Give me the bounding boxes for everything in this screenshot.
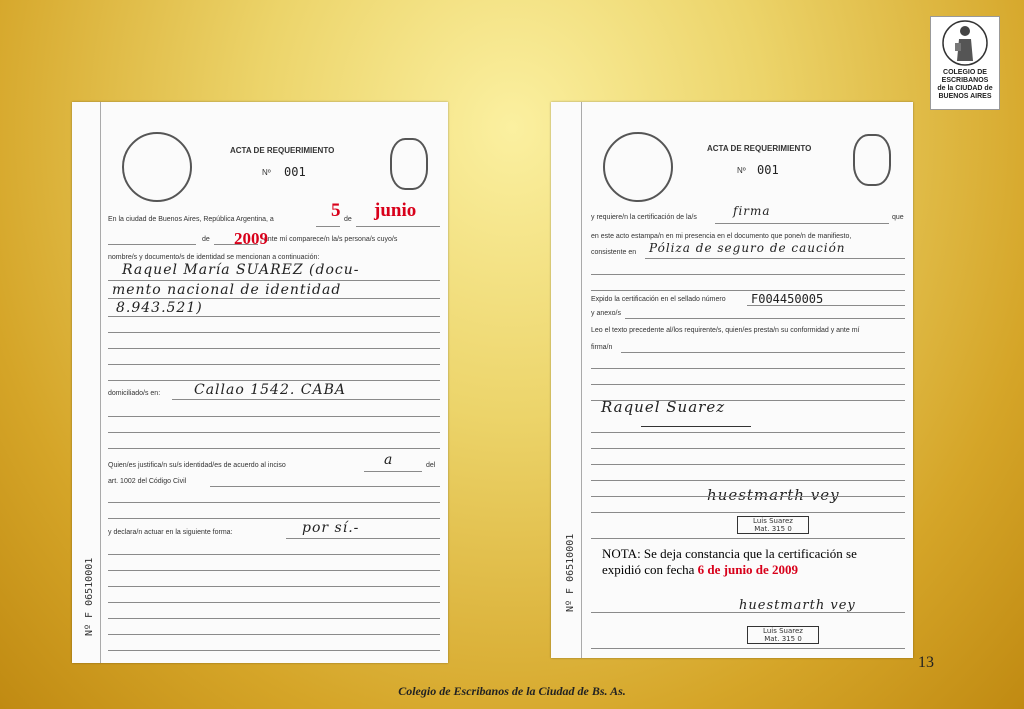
overlay-year: 2009 (234, 229, 268, 248)
sellado-text: Expido la certificación en el sellado número (591, 296, 726, 303)
nota-text: NOTA: Se deja constancia que la certificación se expidió con fecha (602, 546, 857, 577)
line2-text: en este acto estampa/n en mi presencia en el documento que pone/n de manifiesto, (591, 233, 852, 240)
stamp-line-1: Luis Suarez (753, 517, 793, 525)
form-serial: Nº F 06510001 (565, 533, 576, 612)
req-value: firma (733, 204, 771, 218)
form-number-label: Nº (262, 168, 271, 177)
justifica-value: a (384, 452, 394, 468)
declara-value: por sí.- (302, 520, 360, 536)
domicilio-label: domiciliado/s en: (108, 390, 161, 397)
page-number: 13 (918, 654, 934, 671)
declara-text: y declara/n actuar en la siguiente forma: (108, 529, 233, 536)
form-number: 001 (757, 163, 779, 177)
handwriting-line-1: Raquel María SUAREZ (docu- (122, 262, 360, 278)
handwriting-line-2: mento nacional de identidad (112, 282, 342, 298)
overlay-month: junio (374, 200, 417, 221)
margin-line (581, 102, 582, 658)
logo-line-3: de la CIUDAD de (937, 85, 993, 92)
logo-line-4: BUENOS AIRES (938, 93, 992, 100)
city-line-text: En la ciudad de Buenos Aires, República Argentina, a (108, 216, 274, 223)
margin-line (100, 102, 101, 663)
requirente-signature: Raquel Suarez (601, 398, 726, 416)
req-que: que (892, 214, 904, 221)
logo-line-2: ESCRIBANOS (941, 77, 989, 84)
colegio-seal-icon (603, 132, 673, 202)
notary-signature: huestmarth vey (707, 486, 840, 504)
form-serial: Nº F 06510001 (84, 557, 95, 636)
form-number-label: Nº (737, 166, 746, 175)
leo-text: Leo el texto precedente al/los requirente/s, quien/es presta/n su conformidad y ante mí (591, 327, 860, 334)
handwriting-line-3: 8.943.521) (116, 300, 203, 316)
logo-line-1: COLEGIO DE (943, 69, 987, 76)
line1-de: de (344, 216, 352, 223)
notary-figure-icon (931, 17, 999, 67)
stamp-line-2: Mat. 315 0 (754, 525, 792, 533)
nota-annotation (602, 546, 892, 578)
anexo-text: y anexo/s (591, 310, 621, 317)
codigo-text: art. 1002 del Código Civil (108, 478, 187, 485)
overlay-day: 5 (331, 200, 341, 221)
colegio-seal-icon (122, 132, 192, 202)
coat-of-arms-icon (390, 138, 428, 190)
acta-document-left (72, 102, 448, 663)
justifica-text: Quien/es justifica/n su/s identidad/es de acuerdo al inciso (108, 462, 286, 469)
colegio-logo (930, 16, 1000, 110)
notary-signature-2: huestmarth vey (739, 598, 856, 613)
domicilio-value: Callao 1542. CABA (194, 382, 346, 398)
consistente-label: consistente en (591, 249, 637, 256)
coat-of-arms-icon (853, 134, 891, 186)
stamp-line-1: Luis Suarez (763, 627, 803, 635)
line2-de: de (202, 236, 210, 243)
nota-date: 6 de junio de 2009 (697, 562, 799, 577)
form-title: ACTA DE REQUERIMIENTO (230, 146, 335, 155)
firma-label: firma/n (591, 344, 613, 351)
sellado-value: F004450005 (751, 292, 824, 306)
justifica-del: del (426, 462, 436, 469)
line2-text: , ante mí comparece/n la/s persona/s cuyo/s (260, 236, 398, 243)
req-text: y requiere/n la certificación de la/s (591, 214, 697, 221)
line3-text: nombre/s y documento/s de identidad se mencionan a continuación: (108, 254, 320, 261)
footer-text: Colegio de Escribanos de la Ciudad de Bs. As. (398, 684, 626, 698)
form-title: ACTA DE REQUERIMIENTO (707, 144, 812, 153)
form-number: 001 (284, 165, 306, 179)
stamp-line-2: Mat. 315 0 (764, 635, 802, 643)
consistente-value: Póliza de seguro de caución (649, 241, 846, 255)
notary-stamp (737, 516, 809, 534)
notary-stamp-2 (747, 626, 819, 644)
